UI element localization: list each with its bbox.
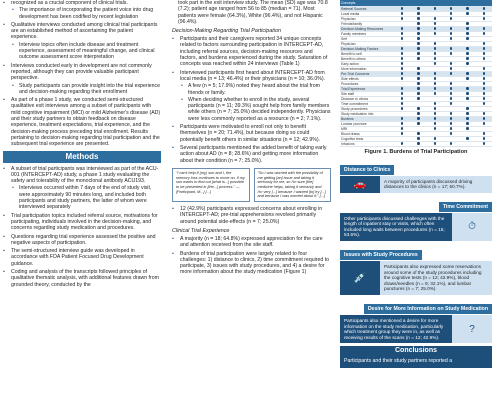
table-row-label: More information bbox=[340, 66, 394, 71]
burden-text: Participants also expressed some reservations around some of the study procedures including the cognitive tests (n = 12; 42.9%), blood draws/needles (n = 9; 32.1%), and lumbar punctures (n = 7; 25.0%) bbox=[380, 261, 492, 295]
participant-quote-right: "So I was worried with the possibility of me getting [an] issue and taking it seriously for me, so I'm sure [the] medicine helps, taking it seriously and I'm very [...] because I wanted [to] try [...] and because I was worried about it." [...] bbox=[254, 168, 332, 202]
concept-mark-icon bbox=[401, 62, 403, 64]
table-row bbox=[340, 141, 492, 146]
concepts-saturation-table bbox=[340, 0, 492, 147]
concept-mark-icon bbox=[417, 82, 419, 84]
sub-bullet-item: • The importance of incorporating the patient voice into drug development has been codified by recent legislation bbox=[11, 7, 161, 20]
concept-mark-icon bbox=[434, 87, 436, 89]
concept-mark-icon bbox=[434, 27, 436, 29]
table-row-label: Side effects bbox=[340, 76, 394, 81]
concept-mark-icon bbox=[466, 22, 468, 24]
methods-heading: Methods bbox=[3, 151, 161, 163]
concept-mark-icon bbox=[417, 107, 419, 109]
table-row-label: Trial Experience bbox=[340, 86, 394, 91]
quote-row bbox=[172, 168, 331, 202]
table-row-label: Site staff bbox=[340, 91, 394, 96]
burden-block bbox=[340, 243, 492, 295]
bullet-text: Trial participation topics included referral source, motivations for participating, individuals involved in the decision-making, and concerns regarding study medication and procedures. bbox=[11, 212, 158, 232]
burden-block bbox=[340, 297, 492, 343]
burden-heading: Time Commitment bbox=[439, 202, 492, 212]
concept-mark-icon bbox=[434, 72, 436, 74]
concept-mark-icon bbox=[417, 72, 419, 74]
concept-mark-icon bbox=[450, 117, 452, 119]
figure-title: Figure 1. Burdens of Trial Participation bbox=[364, 148, 468, 155]
bullet-item bbox=[172, 124, 331, 143]
concept-mark-icon bbox=[401, 107, 403, 109]
concept-mark-icon bbox=[483, 57, 485, 59]
concept-mark-icon bbox=[466, 107, 468, 109]
concept-mark-icon bbox=[466, 7, 468, 9]
table-row-label: Physician bbox=[340, 41, 394, 46]
concept-mark-icon bbox=[401, 47, 403, 49]
concept-mark-icon bbox=[466, 77, 468, 79]
concept-mark-icon bbox=[417, 77, 419, 79]
table-row-label: Decision-Making Factors bbox=[340, 46, 394, 51]
sub-bullet-item: • A few (n = 5; 17.9%) noted they heard about the trial from friends or family. bbox=[180, 83, 331, 96]
concept-mark-icon bbox=[401, 132, 403, 134]
concept-mark-icon bbox=[401, 72, 403, 74]
sub-bullet-list bbox=[11, 42, 161, 61]
concept-mark-icon bbox=[434, 82, 436, 84]
concept-mark-icon bbox=[434, 102, 436, 104]
demographics-text: took part in the exit interview study. The mean (SD) age was 70.8 (7.2); patient age ranged from 56 to 85 (median = 71). Most patients were female (64.3%), White (96.4%), and not Hispanic (96.4%). bbox=[178, 0, 328, 25]
sub-bullet-list bbox=[11, 83, 161, 96]
concept-mark-icon bbox=[483, 72, 485, 74]
table-row-label: Family members bbox=[340, 31, 394, 36]
middle-column bbox=[168, 0, 335, 400]
concept-mark-icon bbox=[466, 12, 468, 14]
concept-mark-icon bbox=[450, 7, 452, 9]
concept-mark-icon bbox=[483, 142, 485, 144]
concept-mark-icon bbox=[417, 42, 419, 44]
concept-mark-icon bbox=[401, 27, 403, 29]
concept-mark-icon bbox=[483, 42, 485, 44]
bullet-item bbox=[172, 145, 331, 164]
clinical-experience-list bbox=[172, 236, 331, 276]
concept-mark-icon bbox=[450, 92, 452, 94]
concept-mark-icon bbox=[483, 7, 485, 9]
concept-mark-icon bbox=[401, 67, 403, 69]
concept-mark-icon bbox=[450, 62, 452, 64]
concept-mark-icon bbox=[466, 92, 468, 94]
table-row-label: Pre-Trial Concerns bbox=[340, 71, 394, 76]
concept-mark-icon bbox=[434, 62, 436, 64]
bullet-text: Qualitative interviews conducted among clinical trial participants are an established method of ascertaining the patient experience. bbox=[11, 21, 158, 41]
sub-bullet-item: • When deciding whether to enroll in the study, several participants (n = 11; 39.3%) sought help from family members while others (n = 7; 25.0%) decided independently. Physicians were less commonly reported as a resource (n = 2; 7.1%). bbox=[180, 97, 331, 122]
table-row-label: MRI bbox=[340, 126, 394, 131]
bullet-text: recognized as a crucial component of clinical trials. bbox=[11, 0, 128, 6]
concerns-list bbox=[172, 206, 331, 225]
burden-text: Participants also mentioned a desire for more information on the study medication, particularly which treatment group they were in, as well as receiving results of the scans (n = 12; 42.9%). bbox=[340, 315, 452, 343]
concept-mark-icon bbox=[434, 117, 436, 119]
bullet-item bbox=[172, 236, 331, 249]
table-row-label: Benefit to self bbox=[340, 51, 394, 56]
table-cell bbox=[394, 141, 410, 146]
concept-mark-icon bbox=[417, 32, 419, 34]
concept-mark-icon bbox=[434, 127, 436, 129]
concept-mark-icon bbox=[417, 132, 419, 134]
concept-mark-icon bbox=[483, 52, 485, 54]
table-row-label: Distance to clinics bbox=[340, 96, 394, 101]
concept-mark-icon bbox=[450, 127, 452, 129]
concept-mark-icon bbox=[401, 52, 403, 54]
concept-mark-icon bbox=[417, 87, 419, 89]
concept-mark-icon bbox=[483, 47, 485, 49]
burden-block bbox=[340, 158, 492, 193]
bullet-item bbox=[3, 63, 161, 95]
concept-mark-icon bbox=[450, 72, 452, 74]
concept-mark-icon bbox=[417, 112, 419, 114]
concept-mark-icon bbox=[417, 7, 419, 9]
concept-mark-icon bbox=[434, 17, 436, 19]
concept-mark-icon bbox=[450, 27, 452, 29]
bullet-item bbox=[3, 248, 161, 267]
concept-mark-icon bbox=[417, 47, 419, 49]
concept-mark-icon bbox=[483, 17, 485, 19]
sub-bullet-item: • Interview topics often include disease and treatment experience, assessment of meaningful change, and clinical outcome assessment score interpretation bbox=[11, 42, 161, 61]
concept-mark-icon bbox=[417, 37, 419, 39]
concept-mark-icon bbox=[483, 117, 485, 119]
concept-mark-icon bbox=[434, 7, 436, 9]
concept-mark-icon bbox=[434, 77, 436, 79]
burden-heading: Issues with Study Procedures bbox=[340, 250, 422, 260]
concept-mark-icon bbox=[450, 112, 452, 114]
concept-mark-icon bbox=[434, 52, 436, 54]
table-cell bbox=[410, 141, 426, 146]
concept-mark-icon bbox=[434, 137, 436, 139]
concept-mark-icon bbox=[450, 52, 452, 54]
concept-mark-icon bbox=[466, 97, 468, 99]
concept-mark-icon bbox=[434, 32, 436, 34]
concept-mark-icon bbox=[466, 87, 468, 89]
concept-mark-icon bbox=[417, 12, 419, 14]
concept-mark-icon bbox=[417, 27, 419, 29]
concept-mark-icon bbox=[417, 92, 419, 94]
table-cell bbox=[459, 141, 475, 146]
concept-mark-icon bbox=[450, 142, 452, 144]
concept-mark-icon bbox=[401, 17, 403, 19]
methods-list bbox=[3, 166, 161, 288]
table-row-label: Physician bbox=[340, 16, 394, 21]
concept-mark-icon bbox=[466, 122, 468, 124]
concept-mark-icon bbox=[401, 57, 403, 59]
concept-mark-icon bbox=[450, 67, 452, 69]
bullet-item bbox=[3, 234, 161, 247]
bullet-text: A subset of trial participants was interviewed as part of the ACU-001 (INTERCEPT-AD) study, a phase 1 study evaluating the safety and tolerability of the monoclonal antibody ACU193. bbox=[11, 165, 159, 185]
table-row-label: Decision-Making Resources bbox=[340, 26, 394, 31]
right-column bbox=[337, 0, 495, 400]
concept-mark-icon bbox=[466, 57, 468, 59]
concept-mark-icon bbox=[434, 112, 436, 114]
sub-bullet-list bbox=[11, 185, 161, 210]
participant-quote-left: "I can't help if (my) son and I, the memory loss continues to move on, if my son wants to find out [what is...] possible to be presented in [the...] process." — [Participant, M...] [...] bbox=[172, 168, 250, 202]
concept-mark-icon bbox=[483, 27, 485, 29]
concept-mark-icon bbox=[450, 37, 452, 39]
concept-mark-icon bbox=[434, 142, 436, 144]
concept-mark-icon bbox=[466, 32, 468, 34]
table-row-label: Time commitment bbox=[340, 101, 394, 106]
concept-mark-icon bbox=[401, 12, 403, 14]
table-row-label: Self bbox=[340, 36, 394, 41]
concept-mark-icon bbox=[466, 62, 468, 64]
bullet-text: Questions regarding trial experience assessed the positive and negative aspects of participation. bbox=[11, 233, 156, 246]
concept-mark-icon bbox=[434, 47, 436, 49]
introduction-list bbox=[3, 0, 161, 148]
bullet-item bbox=[3, 269, 161, 288]
concept-mark-icon bbox=[401, 142, 403, 144]
concept-mark-icon bbox=[401, 102, 403, 104]
conclusions-text: Participants and their study partners reported a bbox=[340, 356, 492, 368]
concept-mark-icon bbox=[466, 137, 468, 139]
table-row-label: Lumbar puncture bbox=[340, 121, 394, 126]
bullet-text: 12 (42.9%) participants expressed concerns about enrolling in INTERCEPT-AD; pre-trial apprehensions revolved primarily around potential side-effects (n = 7; 25.0%) bbox=[180, 206, 323, 225]
table-row-label: Referral Sources bbox=[340, 6, 394, 11]
concept-mark-icon bbox=[434, 42, 436, 44]
concept-mark-icon bbox=[434, 57, 436, 59]
concept-mark-icon bbox=[417, 22, 419, 24]
table-row-label: Burdens bbox=[340, 116, 394, 121]
table-row-label: Blood draws bbox=[340, 131, 394, 136]
concept-mark-icon bbox=[483, 137, 485, 139]
table-header-cell: Concepts bbox=[340, 0, 492, 6]
concept-mark-icon bbox=[483, 82, 485, 84]
bullet-item bbox=[172, 251, 331, 276]
table-row-label: Early action bbox=[340, 61, 394, 66]
concept-mark-icon bbox=[401, 7, 403, 9]
concept-mark-icon bbox=[401, 77, 403, 79]
burden-heading: Desire for More Information on Study Medication bbox=[364, 304, 492, 314]
bullet-item bbox=[3, 213, 161, 232]
concept-mark-icon bbox=[450, 82, 452, 84]
concept-mark-icon bbox=[401, 122, 403, 124]
concept-mark-icon bbox=[450, 32, 452, 34]
concept-mark-icon bbox=[466, 27, 468, 29]
table-cell bbox=[476, 141, 492, 146]
table-row-label: Local media bbox=[340, 11, 394, 16]
burden-text: A majority of participants discussed driving distances to the clinics (n = 17; 60.7%). bbox=[380, 176, 492, 193]
concept-mark-icon bbox=[483, 97, 485, 99]
concept-mark-icon bbox=[483, 102, 485, 104]
bullet-item bbox=[3, 22, 161, 61]
bullet-item bbox=[3, 166, 161, 211]
clinical-trial-experience-heading: Clinical Trial Experience bbox=[172, 227, 230, 234]
bullet-item bbox=[3, 97, 161, 147]
concept-mark-icon bbox=[417, 67, 419, 69]
concept-mark-icon bbox=[483, 77, 485, 79]
concept-mark-icon bbox=[466, 112, 468, 114]
bullet-text: Burdens of trial participation were largely related to four challenges: 1) distance to clinics, 2) time commitment required to participate, 3) issues with study procedures, and 4) a desire for more information about the study medication (Figure 1) bbox=[180, 250, 330, 276]
table-row-label: Study procedures bbox=[340, 106, 394, 111]
concept-mark-icon bbox=[483, 112, 485, 114]
concept-mark-icon bbox=[466, 72, 468, 74]
bullet-text: Participants and their caregivers reported 34 unique concepts related to factors surrounding participation in INTERCEPT-AD, including referral sources, decision-making resources and factors, and burdens experienced during the study. Saturation of concepts was reached within 24 interviews (Table 1) bbox=[180, 36, 328, 68]
concept-mark-icon bbox=[434, 122, 436, 124]
concept-mark-icon bbox=[466, 117, 468, 119]
burden-block bbox=[340, 195, 492, 241]
bullet-text: The semi-structured interview guide was developed in accordance with FDA Patient Focused Drug Development guidance. bbox=[11, 248, 144, 267]
concept-mark-icon bbox=[466, 52, 468, 54]
sub-bullet-list bbox=[11, 7, 161, 20]
table-row-label: Procedures bbox=[340, 81, 394, 86]
conclusions-heading: Conclusions bbox=[340, 346, 492, 356]
concept-mark-icon bbox=[483, 122, 485, 124]
table-row-label: Friends/family bbox=[340, 21, 394, 26]
concept-mark-icon bbox=[417, 142, 419, 144]
concept-mark-icon bbox=[434, 92, 436, 94]
table-cell bbox=[443, 141, 459, 146]
concept-mark-icon bbox=[417, 137, 419, 139]
bullet-item bbox=[172, 206, 331, 225]
bullet-item bbox=[3, 0, 161, 20]
bullet-text: Interviews conducted early in development are not commonly reported, although they can provide valuable participant perspective. bbox=[11, 62, 152, 82]
concept-mark-icon bbox=[401, 32, 403, 34]
concept-mark-icon bbox=[401, 117, 403, 119]
car-icon: 🚗 bbox=[340, 176, 380, 193]
concept-mark-icon bbox=[483, 32, 485, 34]
bullet-text: Interviewed participants first heard about INTERCEPT-AD from local media (n = 13; 46.4%) or their physicians (n = 10; 36.0%). bbox=[180, 69, 326, 82]
bullet-text: Several participants mentioned the added benefit of taking early action about AD (n = 8; 28.6%) and getting more information about their condition (n = 7; 25.0%). bbox=[180, 144, 327, 164]
syringe-icon: 💉 bbox=[340, 261, 380, 295]
concept-mark-icon bbox=[417, 57, 419, 59]
burdens-figure bbox=[340, 158, 492, 344]
table-row-label: Infusions bbox=[340, 141, 394, 146]
sub-bullet-list bbox=[180, 83, 331, 122]
bullet-text: A majority (n = 18; 64.8%) expressed appreciation for the care and attention received from the site staff. bbox=[180, 235, 323, 249]
concept-mark-icon bbox=[450, 122, 452, 124]
decision-making-list bbox=[172, 36, 331, 164]
concept-mark-icon bbox=[466, 37, 468, 39]
concept-mark-icon bbox=[483, 67, 485, 69]
concept-mark-icon bbox=[401, 37, 403, 39]
concept-mark-icon bbox=[401, 92, 403, 94]
concept-mark-icon bbox=[466, 47, 468, 49]
concept-mark-icon bbox=[483, 87, 485, 89]
concept-mark-icon bbox=[417, 117, 419, 119]
concept-mark-icon bbox=[450, 47, 452, 49]
concept-mark-icon bbox=[450, 12, 452, 14]
bullet-item bbox=[172, 70, 331, 122]
concept-mark-icon bbox=[434, 22, 436, 24]
concept-mark-icon bbox=[417, 52, 419, 54]
clock-icon: ⏱ bbox=[452, 213, 492, 241]
concept-mark-icon bbox=[417, 17, 419, 19]
table-row-label: Benefit to others bbox=[340, 56, 394, 61]
concept-mark-icon bbox=[450, 97, 452, 99]
burden-text: Other participants discussed challenges with the length of inpatient stay or visits, which often included long waits between procedures (n = 15; 53.6%). bbox=[340, 213, 452, 241]
table-row-label: Study medication info bbox=[340, 111, 394, 116]
left-column bbox=[0, 0, 166, 400]
table-row-label: Cognitive tests bbox=[340, 136, 394, 141]
concept-mark-icon bbox=[450, 87, 452, 89]
decision-making-heading: Decision-Making Regarding Trial Participation bbox=[172, 28, 281, 35]
concept-mark-icon bbox=[466, 127, 468, 129]
concept-mark-icon bbox=[401, 87, 403, 89]
concept-mark-icon bbox=[450, 132, 452, 134]
concept-mark-icon bbox=[401, 127, 403, 129]
concept-mark-icon bbox=[417, 97, 419, 99]
table-cell bbox=[427, 141, 443, 146]
concept-mark-icon bbox=[417, 122, 419, 124]
concept-mark-icon bbox=[401, 97, 403, 99]
bullet-item bbox=[172, 36, 331, 67]
bullet-text: Coding and analysis of the transcripts followed principles of qualitative thematic analysis, with additional features drawn from grounded theory, conducted by the bbox=[11, 268, 159, 288]
sub-bullet-item: • Interviews occurred within 7 days of the end of study visit, were approximately 90 minutes long, and included both participants and study partners, the latter of whom were interviewed separately bbox=[11, 185, 161, 210]
sub-bullet-item: • Study participants can provide insight into the trial experience and decision-making regarding their enrollment bbox=[11, 83, 161, 96]
concept-mark-icon bbox=[483, 132, 485, 134]
concept-mark-icon bbox=[450, 102, 452, 104]
concept-mark-icon bbox=[450, 17, 452, 19]
question-icon: ? bbox=[452, 315, 492, 343]
concept-mark-icon bbox=[483, 92, 485, 94]
concept-mark-icon bbox=[434, 107, 436, 109]
burden-heading: Distance to Clinics bbox=[340, 165, 394, 175]
bullet-text: As part of a phase 1 study, we conducted semi-structured qualitative exit interviews among a subset of participants with mild cognitive impairment (MCI) or mild Alzheimer's disease (AD) and their study partners to obtain feedback on disease experience, treatment expectations, trial experience, and the decision-making process preceding trial enrollment. Results pertaining to decision-making regarding trial participation and the subsequent trial experience are presented. bbox=[11, 97, 161, 148]
bullet-text: Participants were motivated to enroll not only to benefit themselves (n = 20; 71.4%), but because doing so could potentially benefit others in similar situations (n = 12; 42.9%). bbox=[180, 124, 320, 143]
concept-mark-icon bbox=[483, 12, 485, 14]
